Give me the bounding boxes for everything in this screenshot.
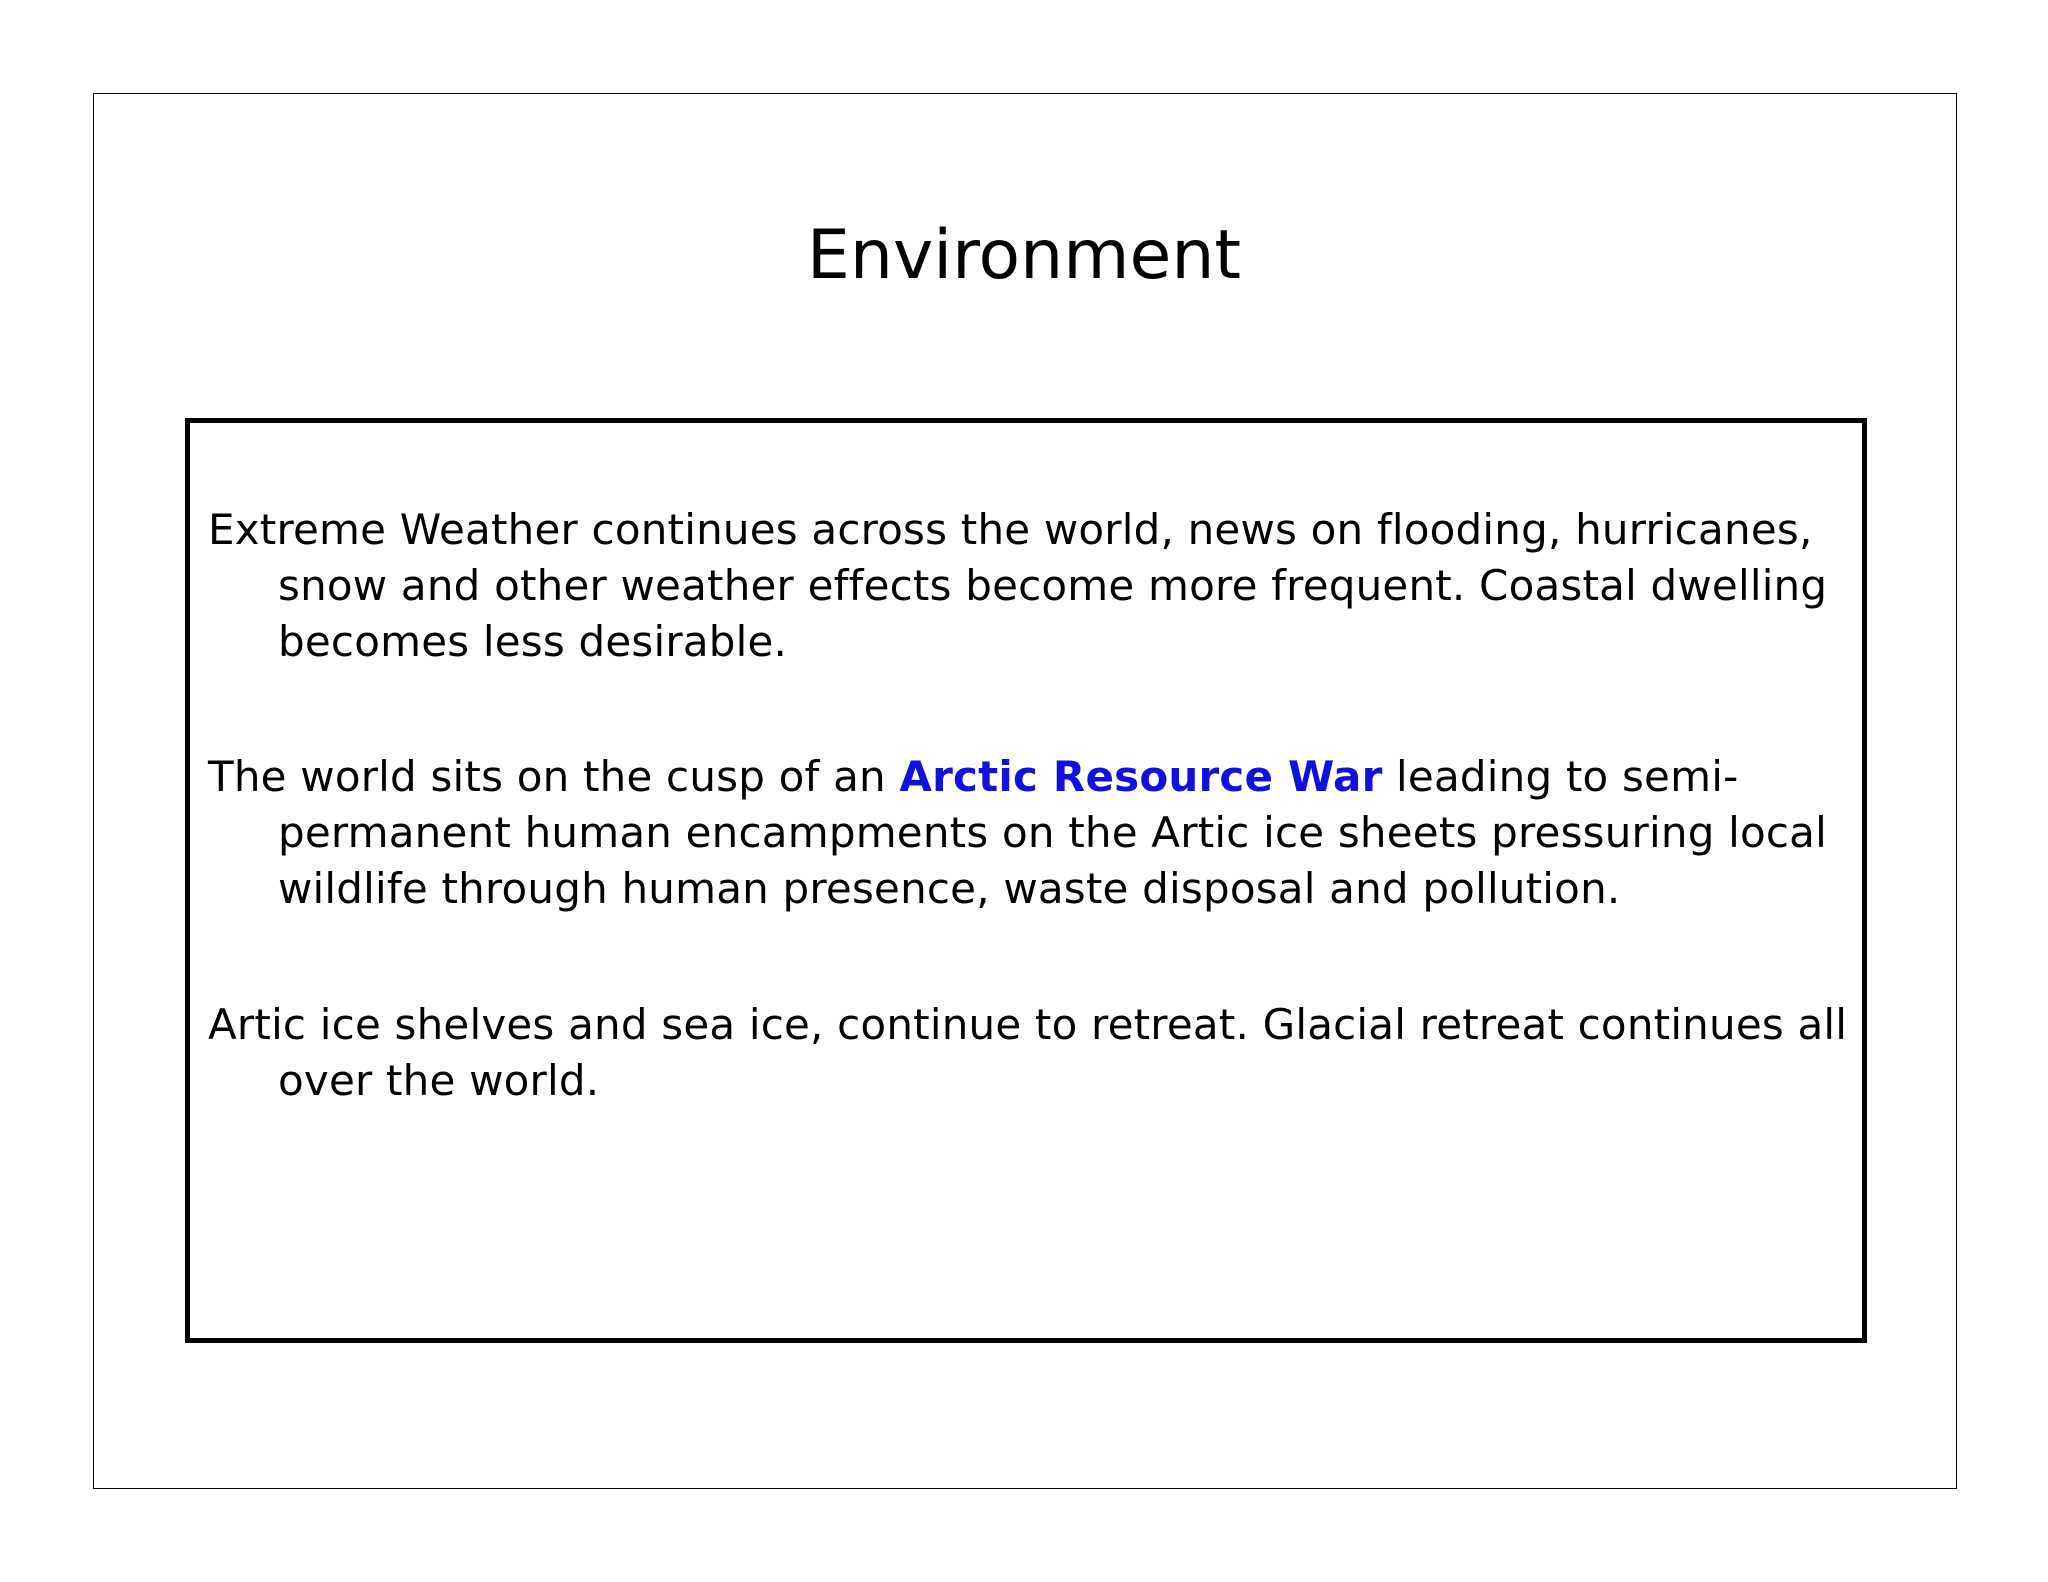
paragraph-ice-retreat: Artic ice shelves and sea ice, continue to retreat. Glacial retreat continues all over the world. <box>208 1000 1848 1105</box>
paragraph-text-after: leading to semi-permanent human encampments on the Artic ice sheets pressuring local wildlife through human presence, waste disposal and pollution. <box>278 752 1827 913</box>
paragraph-arctic-resource-war <box>208 749 1898 917</box>
slide-title: Environment <box>806 216 1242 295</box>
paragraph-extreme-weather: Extreme Weather continues across the world, news on flooding, hurricanes, snow and other weather effects become more frequent. Coastal dwelling becomes less desirable. <box>208 505 1828 666</box>
highlighted-term: Arctic Resource War <box>899 752 1383 801</box>
paragraph-text-before: The world sits on the cusp of an <box>208 752 900 801</box>
